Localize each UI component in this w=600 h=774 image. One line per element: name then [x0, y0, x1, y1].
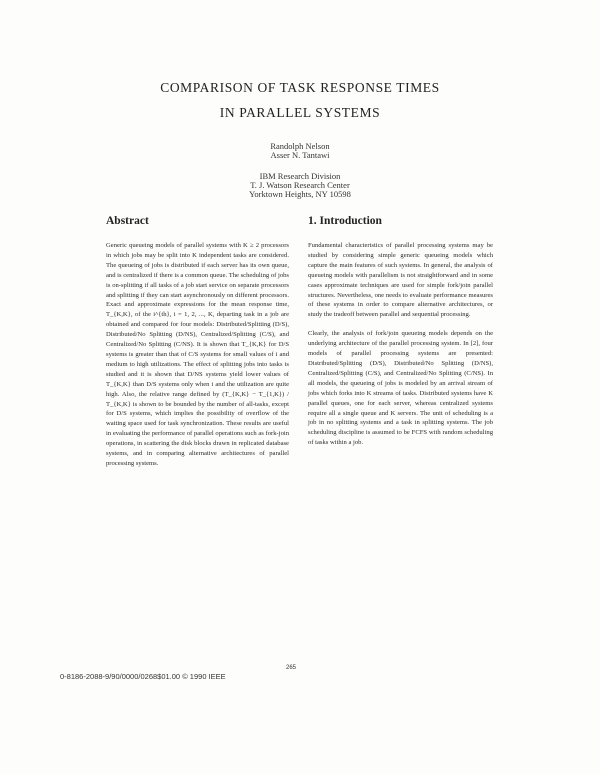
abstract-column [106, 241, 289, 478]
author-1: Randolph Nelson [270, 141, 330, 151]
paper-title-line-2: IN PARALLEL SYSTEMS [219, 105, 381, 120]
paper-title-line-1: COMPARISON OF TASK RESPONSE TIMES [160, 80, 440, 95]
affiliation-line-2: T. J. Watson Research Center [250, 180, 350, 190]
author-2: Asser N. Tantawi [270, 150, 330, 160]
abstract-heading: Abstract [106, 215, 149, 227]
affiliation-line-1: IBM Research Division [259, 171, 341, 181]
introduction-paragraph-1: Fundamental characteristics of parallel processing systems may be studied by considering simple generic queueing models which capture the main features of such systems. In general, the analysis of queueing models with parallelism is not straightforward and in some cases approximate techniques are used for simple fork/join parallel structures. Nevertheless, one needs to evaluate performance measures of these systems in order to compare alternative architectures, or study the tradeoff between parallel and sequential processing. [308, 242, 493, 319]
introduction-column [308, 241, 493, 457]
introduction-heading: 1. Introduction [308, 215, 382, 227]
affiliation-block [0, 172, 600, 199]
abstract-text: Generic queueing models of parallel systems with K ≥ 2 processors in which jobs may be split into K independent tasks are considered. The queueing of jobs is distributed if each server has its own queue, and is centralized if there is a common queue. The scheduling of jobs is on-splitting if all tasks of a job start service on separate processors and splitting if they can start asynchronously on different processors. Exact and approximate expressions for the mean response time, T_{K,K}, of the i^{th}, i = 1, 2, ..., K, departing task in a job are obtained and compared for four models: Distributed/Splitting (D/S), Distributed/No Splitting (D/NS), Centralized/Splitting (C/S), and Centralized/No Splitting (C/NS). It is shown that T_{K,K} for D/S systems is greater than that of C/S systems for small values of i and medium to high utilizations. The effect of splitting jobs into tasks is studied and it is shown that D/NS systems yield lower values of T_{K,K} than D/S systems only when i and the utilization are quite high. Also, the relative range defined by (T_{K,K} − T_{1,K}) / T_{K,K} is shown to be bounded by the number of all-tasks, except for D/S systems, which implies the possibility of overflow of the waiting space used for task synchronization. These results are useful in evaluating the performance of parallel operations such as fork-join operations, in scattering the disk blocks drawn in replicated database systems, and in comparing alternative architectures of parallel processing systems. [106, 242, 289, 467]
introduction-paragraph-2: Clearly, the analysis of fork/join queueing models depends on the underlying architecture of the parallel processing system. In [2], four models of parallel processing systems are presented: Distributed/Splitting (D/S), Distributed/No Splitting (D/NS), Centralized/Splitting (C/S), and Centralized/No Splitting (C/NS). In all models, the queueing of jobs is modeled by an arrival stream of jobs which forks into K streams of tasks. Distributed systems have K parallel queues, one for each server, whereas centralized systems require all a single queue and K servers. The unit of scheduling is a job in no splitting systems and a task in splitting systems. The job scheduling discipline is assumed to be FCFS with random scheduling of tasks within a job. [308, 330, 493, 447]
page-number: 265 [286, 665, 297, 671]
copyright-line: 0-8186-2088-9/90/0000/0268$01.00 © 1990 IEEE [60, 672, 226, 681]
affiliation-line-3: Yorktown Heights, NY 10598 [249, 189, 351, 199]
